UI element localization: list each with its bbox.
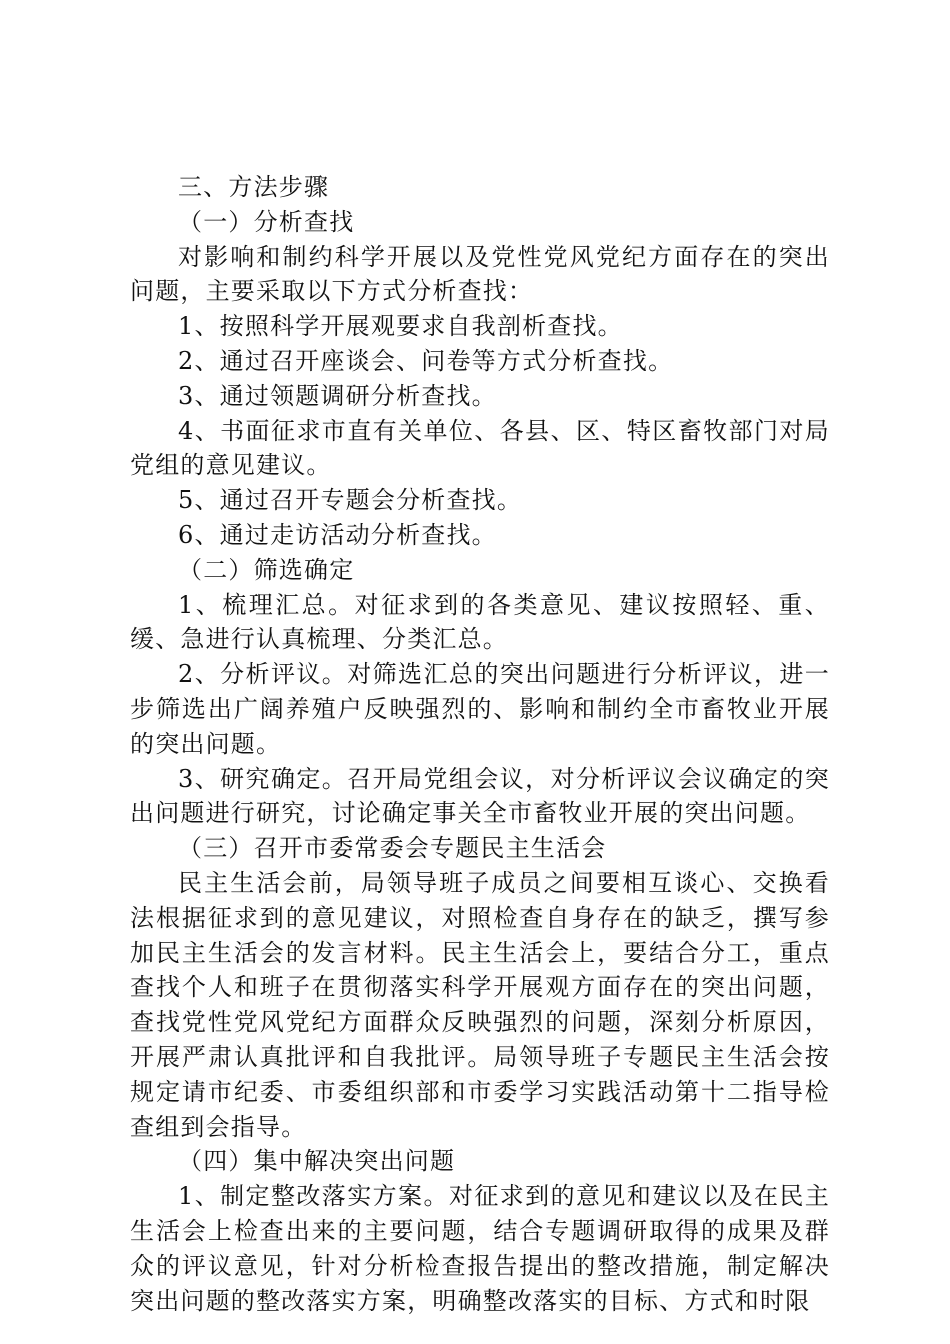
list-item: 1、制定整改落实方案。对征求到的意见和建议以及在民主生活会上检查出来的主要问题，结合专题调研取得的成果及群众的评议意见，针对分析检查报告提出的整改措施，制定解决突出问题的整改落实方案，明确整改落实的目标、方式和时限 <box>130 1182 830 1315</box>
list-item: 1、梳理汇总。对征求到的各类意见、建议按照轻、重、缓、急进行认真梳理、分类汇总。 <box>130 590 830 654</box>
list-item: 1、按照科学开展观要求自我剖析查找。 <box>178 312 623 341</box>
paragraph-body: 民主生活会前，局领导班子成员之间要相互谈心、交换看法根据征求到的意见建议，对照检查自身存在的缺乏，撰写参加民主生活会的发言材料。民主生活会上，要结合分工，重点查找个人和班子在贯彻落实科学开展观方面存在的突出问题，查找党性党风党纪方面群众反映强烈的问题，深刻分析原因，开展严肃认真批评和自我批评。局领导班子专题民主生活会按规定请市纪委、市委组织部和市委学习实践活动第十二指导检查组到会指导。 <box>130 868 830 1141</box>
section-title: 三、方法步骤 <box>178 173 330 201</box>
subsection-title-1: （一）分析查找 <box>178 207 355 236</box>
subsection-title-2: （二）筛选确定 <box>178 555 355 584</box>
paragraph-intro: 对影响和制约科学开展以及党性党风党纪方面存在的突出问题，主要采取以下方式分析查找： <box>130 242 830 306</box>
list-item: 2、分析评议。对筛选汇总的突出问题进行分析评议，进一步筛选出广阔养殖户反映强烈的、影响和制约全市畜牧业开展的突出问题。 <box>130 660 830 758</box>
document-body <box>130 170 830 1318</box>
list-item: 6、通过走访活动分析查找。 <box>178 520 497 549</box>
list-item: 4、书面征求市直有关单位、各县、区、特区畜牧部门对局党组的意见建议。 <box>130 416 830 480</box>
subsection-title-4: （四）集中解决突出问题 <box>178 1147 456 1176</box>
subsection-title-3: （三）召开市委常委会专题民主生活会 <box>178 834 607 863</box>
list-item: 3、研究确定。召开局党组会议，对分析评议会议确定的突出问题进行研究，讨论确定事关全市畜牧业开展的突出问题。 <box>130 764 830 828</box>
list-item: 3、通过领题调研分析查找。 <box>178 381 497 410</box>
list-item: 2、通过召开座谈会、问卷等方式分析查找。 <box>178 346 674 375</box>
list-item: 5、通过召开专题会分析查找。 <box>178 486 523 515</box>
